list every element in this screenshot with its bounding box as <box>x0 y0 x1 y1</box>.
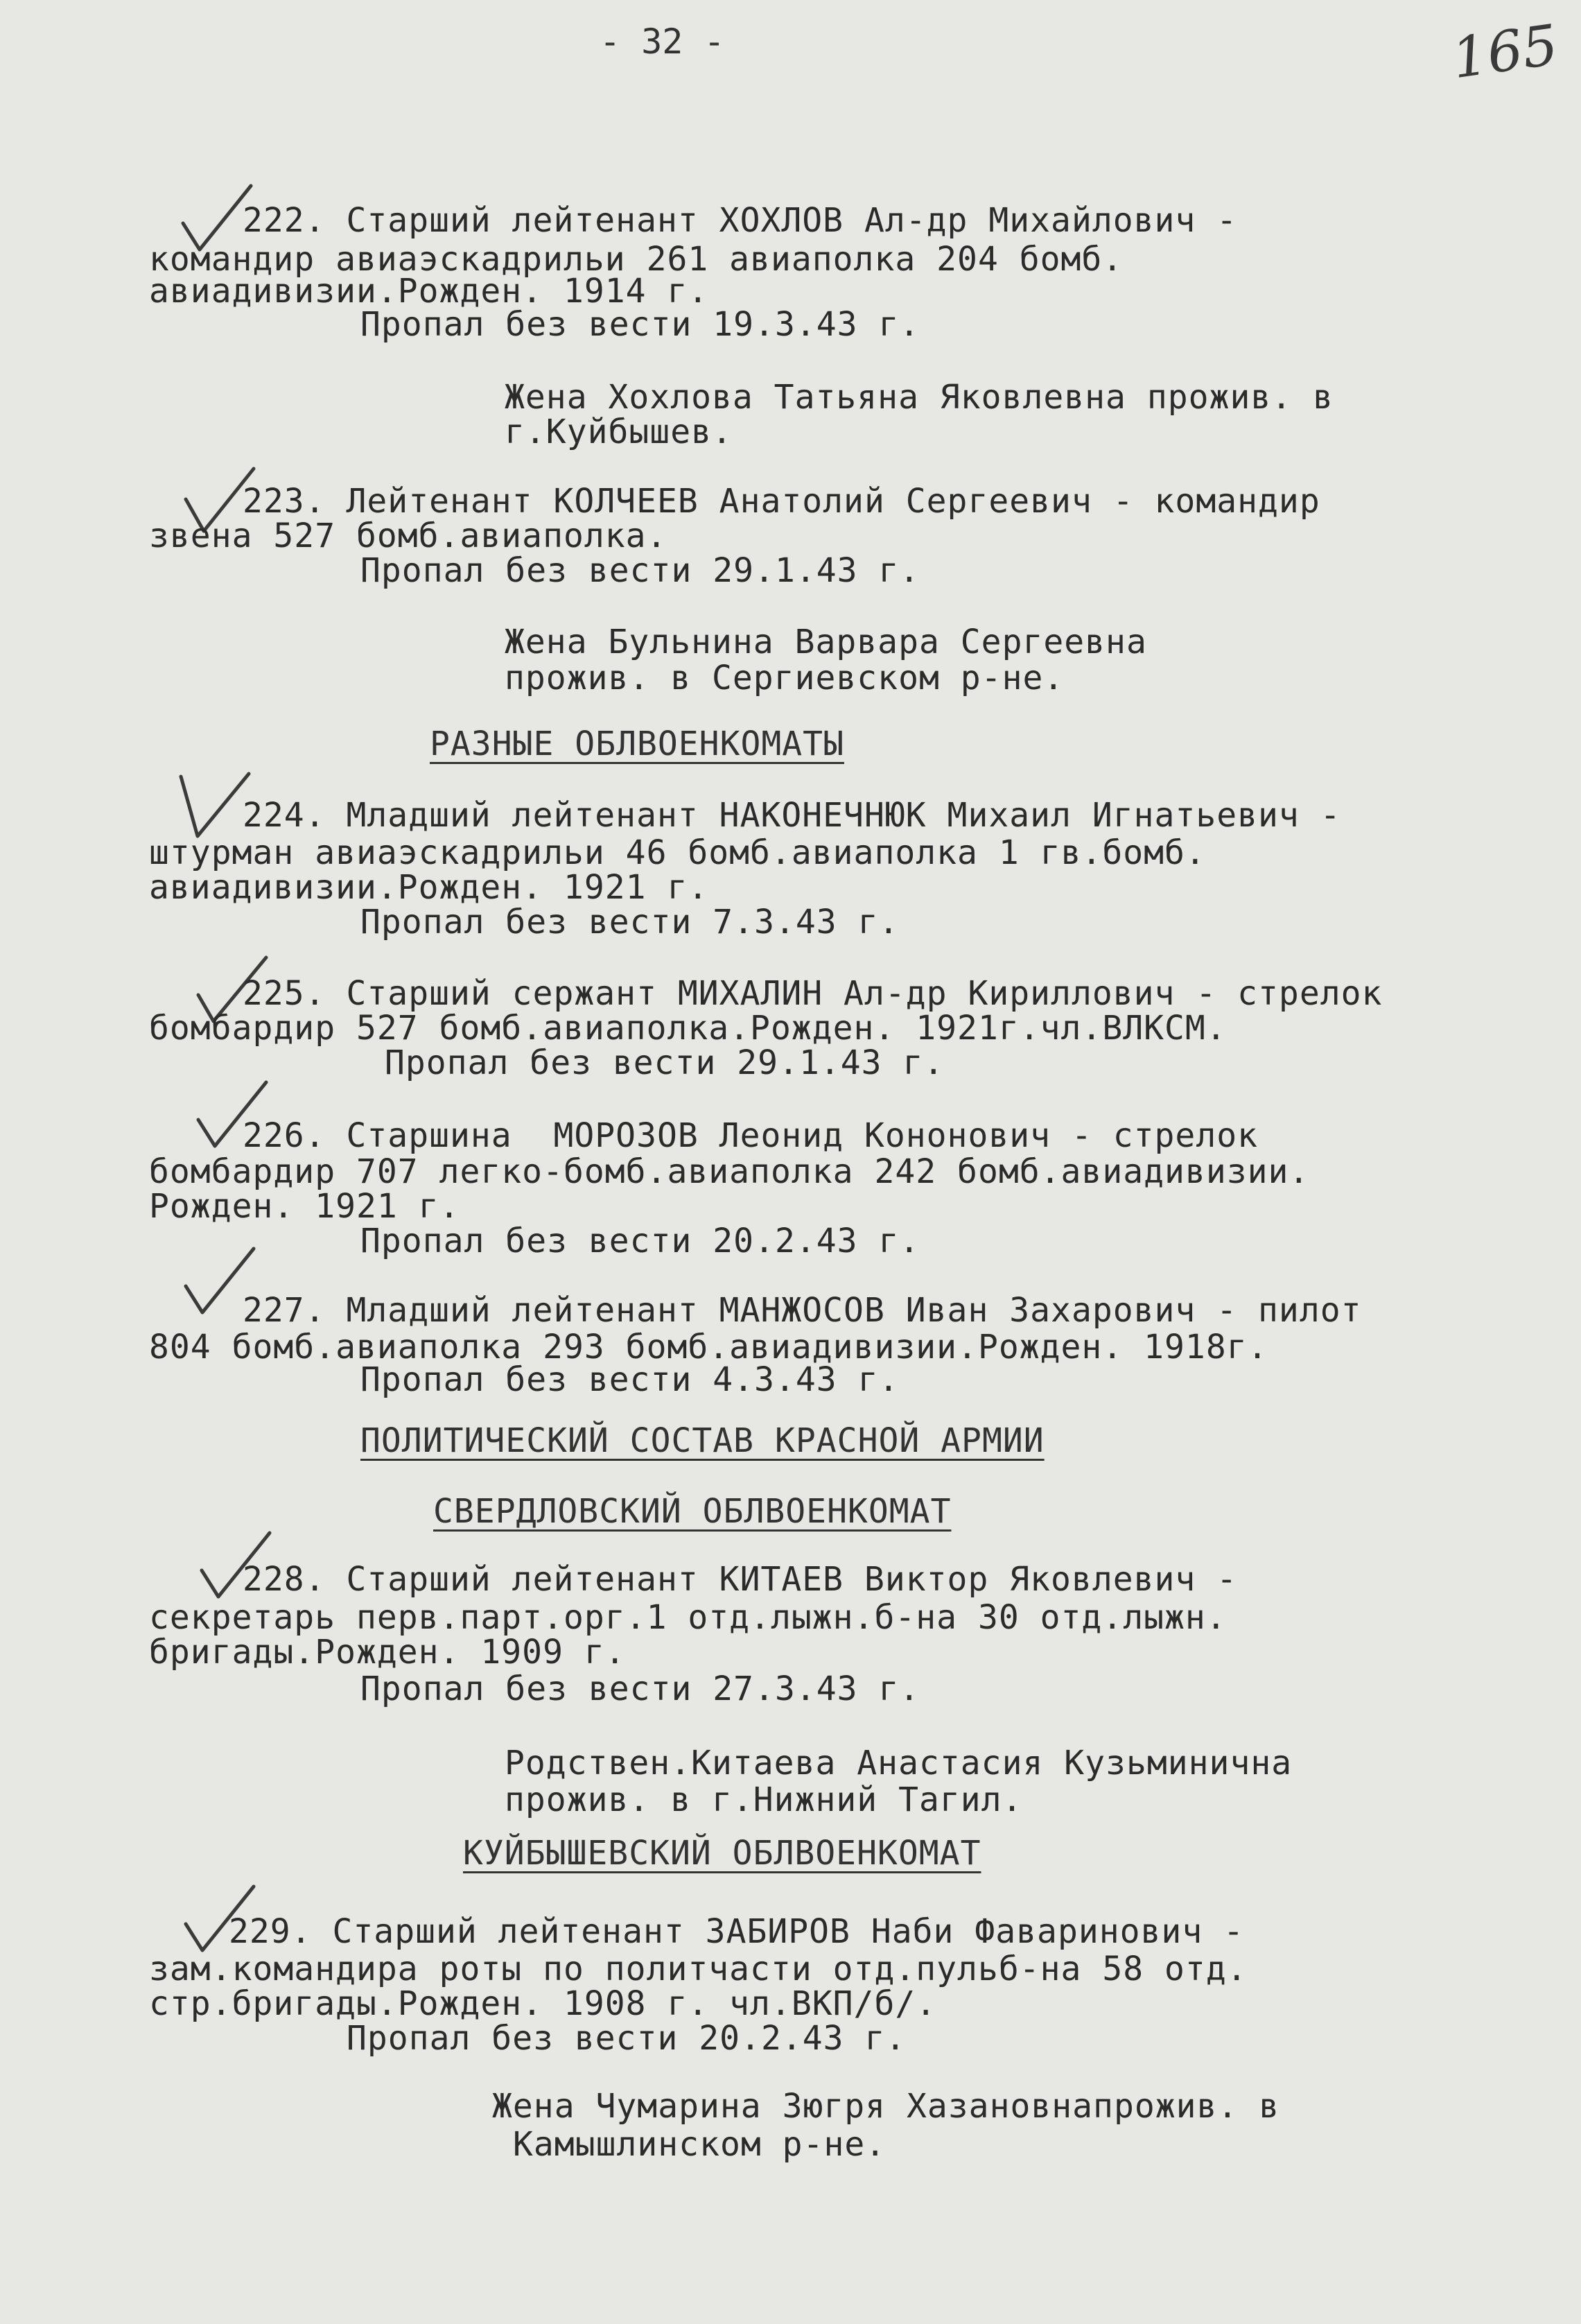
entry-222-line-2: командир авиаэскадрильи 261 авиаполка 204 бомб. <box>149 240 1124 279</box>
entry-226-line-4: Пропал без вести 20.2.43 г. <box>360 1222 920 1260</box>
entry-228-relative-1: Родствен.Китаева Анастасия Кузьминична <box>505 1744 1293 1783</box>
entry-229-line-4: Пропал без вести 20.2.43 г. <box>347 2019 907 2058</box>
entry-229-line-3: стр.бригады.Рожден. 1908 г. чл.ВКП/б/. <box>149 1984 937 2023</box>
entry-223-relative-1: Жена Бульнина Варвара Сергеевна <box>505 623 1147 661</box>
entry-222-relative-2: г.Куйбышев. <box>505 413 733 451</box>
entry-229-relative-1: Жена Чумарина Зюгря Хазановнапрожив. в <box>492 2087 1280 2126</box>
entry-222-line-3: авиадивизии.Рожден. 1914 г. <box>149 272 709 311</box>
entry-223-relative-2: прожив. в Сергиевском р-не. <box>505 659 1065 697</box>
page-number: - 32 - <box>600 21 725 62</box>
entry-222-line-4: Пропал без вести 19.3.43 г. <box>360 305 920 344</box>
entry-223-line-1: 223. Лейтенант КОЛЧЕЕВ Анатолий Сергеевич - командир <box>243 482 1320 521</box>
entry-225-line-3: Пропал без вести 29.1.43 г. <box>385 1043 945 1082</box>
handwritten-folio-number: 165 <box>1448 12 1562 92</box>
section-heading-sverdl: СВЕРДЛОВСКИЙ ОБЛВОЕНКОМАТ <box>433 1492 952 1531</box>
entry-224-line-1: 224. Младший лейтенант НАКОНЕЧНЮК Михаил Игнатьевич - <box>243 796 1341 835</box>
entry-228-line-2: секретарь перв.парт.орг.1 отд.лыжн.б-на 30 отд.лыжн. <box>149 1598 1227 1637</box>
entry-228-line-4: Пропал без вести 27.3.43 г. <box>360 1670 920 1708</box>
entry-222-line-1: 222. Старший лейтенант ХОХЛОВ Ал-др Михайлович - <box>243 201 1238 240</box>
entry-223-line-3: Пропал без вести 29.1.43 г. <box>360 551 920 590</box>
entry-223-line-2: звена 527 бомб.авиаполка. <box>149 517 667 555</box>
entry-228-relative-2: прожив. в г.Нижний Тагил. <box>505 1780 1023 1819</box>
section-heading-raznye: РАЗНЫЕ ОБЛВОЕНКОМАТЫ <box>430 725 844 763</box>
entry-224-line-3: авиадивизии.Рожден. 1921 г. <box>149 868 709 907</box>
entry-225-line-1: 225. Старший сержант МИХАЛИН Ал-др Кириллович - стрелок <box>243 974 1383 1013</box>
entry-229-line-2: зам.командира роты по политчасти отд.пульб-на 58 отд. <box>149 1950 1248 1988</box>
section-heading-polit: ПОЛИТИЧЕСКИЙ СОСТАВ КРАСНОЙ АРМИИ <box>360 1421 1045 1460</box>
entry-227-line-1: 227. Младший лейтенант МАНЖОСОВ Иван Захарович - пилот <box>243 1291 1362 1330</box>
entry-229-relative-2: Камышлинском р-не. <box>513 2125 886 2164</box>
entry-224-line-4: Пропал без вести 7.3.43 г. <box>360 903 900 942</box>
section-heading-kuib: КУЙБЫШЕВСКИЙ ОБЛВОЕНКОМАТ <box>463 1834 981 1873</box>
entry-226-line-3: Рожден. 1921 г. <box>149 1187 460 1226</box>
entry-227-line-2: 804 бомб.авиаполка 293 бомб.авиадивизии.Рожден. 1918г. <box>149 1328 1268 1367</box>
entry-227-line-3: Пропал без вести 4.3.43 г. <box>360 1360 900 1399</box>
entry-229-line-1: 229. Старший лейтенант ЗАБИРОВ Наби Фаваринович - <box>229 1912 1245 1951</box>
entry-228-line-1: 228. Старший лейтенант КИТАЕВ Виктор Яковлевич - <box>243 1560 1238 1599</box>
entry-222-relative-1: Жена Хохлова Татьяна Яковлевна прожив. в <box>505 378 1334 417</box>
entry-224-line-2: штурман авиаэскадрильи 46 бомб.авиаполка 1 гв.бомб. <box>149 833 1206 872</box>
entry-226-line-1: 226. Старшина МОРОЗОВ Леонид Кононович - стрелок <box>243 1116 1259 1155</box>
entry-225-line-2: бомбардир 527 бомб.авиаполка.Рожден. 1921г.чл.ВЛКСМ. <box>149 1009 1227 1048</box>
entry-226-line-2: бомбардир 707 легко-бомб.авиаполка 242 бомб.авиадивизии. <box>149 1152 1310 1191</box>
entry-228-line-3: бригады.Рожден. 1909 г. <box>149 1633 626 1672</box>
